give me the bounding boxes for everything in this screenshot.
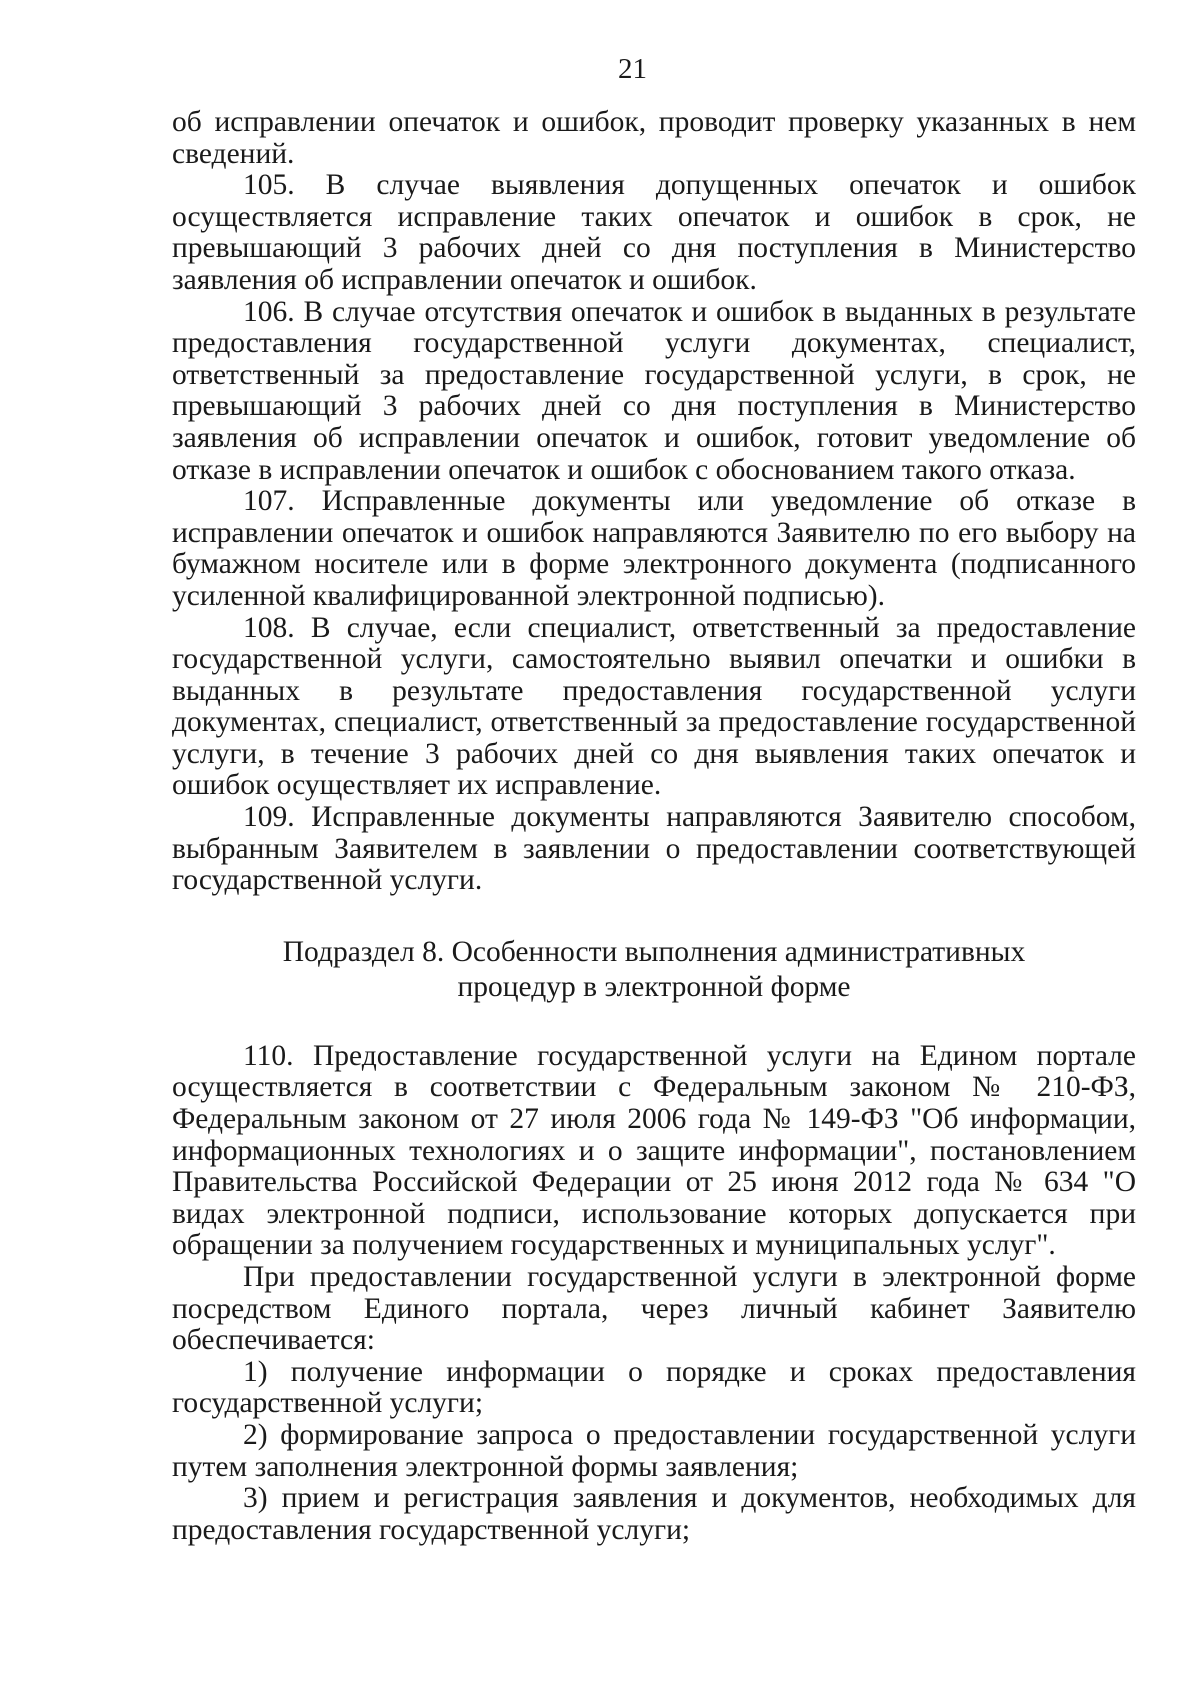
paragraph-108: 108. В случае, если специалист, ответственный за предоставление государственной услуги, самостоятельно выявил опечатки и ошибки в выданных в результате предоставления государственной услуги документах, специалист, ответственный за предоставление государственной услуги, в течение 3 рабочих дней со дня выявления таких опечаток и ошибок осуществляет их исправление.	[172, 611, 1136, 802]
paragraph-109: 109. Исправленные документы направляются Заявителю способом, выбранным Заявителем в заявлении о предоставлении соответствующей государственной услуги.	[172, 801, 1136, 897]
paragraph-110: 110. Предоставление государственной услуги на Едином портале осуществляется в соответствии с Федеральным законом № 210-ФЗ, Федеральным законом от 27 июля 2006 года № 149-ФЗ "Об информации, информационных технологиях и о защите информации", постановлением Правительства Российской Федерации от 25 июня 2012 года № 634 "О видах электронной подписи, использование которых допускается при обращении за получением государственных и муниципальных услуг".	[172, 1039, 1136, 1262]
list-item-1: 1) получение информации о порядке и сроках предоставления государственной услуги;	[172, 1355, 1136, 1420]
paragraph-electronic-form: При предоставлении государственной услуги в электронной форме посредством Единого портала, через личный кабинет Заявителю обеспечивается:	[172, 1261, 1136, 1357]
section-heading	[172, 935, 1136, 1005]
body-text	[172, 107, 1136, 1546]
paragraph-106: 106. В случае отсутствия опечаток и ошибок в выданных в результате предоставления государственной услуги документах, специалист, ответственный за предоставление государственной услуги, в срок, не превышающий 3 рабочих дней со дня поступления в Министерство заявления об исправлении опечаток и ошибок, готовит уведомление об отказе в исправлении опечаток и ошибок с обоснованием такого отказа.	[172, 295, 1136, 486]
section-heading-line1: Подраздел 8. Особенности выполнения административных	[282, 935, 1026, 968]
list-item-2: 2) формирование запроса о предоставлении государственной услуги путем заполнения электронной формы заявления;	[172, 1418, 1136, 1483]
paragraph-107: 107. Исправленные документы или уведомление об отказе в исправлении опечаток и ошибок направляются Заявителю по его выбору на бумажном носителе или в форме электронного документа (подписанного усиленной квалифицированной электронной подписью).	[172, 485, 1136, 612]
list-item-3: 3) прием и регистрация заявления и документов, необходимых для предоставления государственной услуги;	[172, 1482, 1136, 1546]
paragraph-continuation: об исправлении опечаток и ошибок, проводит проверку указанных в нем сведений.	[172, 106, 1136, 170]
page-number: 21	[618, 53, 647, 85]
section-heading-line2: процедур в электронной форме	[457, 970, 851, 1003]
paragraph-105: 105. В случае выявления допущенных опечаток и ошибок осуществляется исправление таких опечаток и ошибок в срок, не превышающий 3 рабочих дней со дня поступления в Министерство заявления об исправлении опечаток и ошибок.	[172, 169, 1136, 296]
